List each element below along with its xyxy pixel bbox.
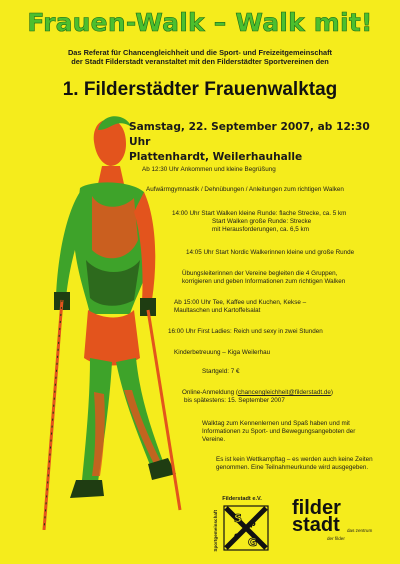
program-line: Ab 15:00 Uhr Tee, Kaffee und Kuchen, Kekse –	[174, 299, 307, 306]
program-line: mit Herausforderungen, ca. 6,5 km	[212, 226, 309, 233]
event-title: 1. Filderstädter Frauenwalktag	[62, 79, 338, 100]
program-line: Startgeld: 7 €	[202, 368, 240, 375]
registration-close: )	[330, 389, 333, 396]
spoge-logo	[212, 496, 272, 554]
intro-line-1: Das Referat für Chancengleichheit und die Sport- und Freizeitgemeinschaft	[67, 48, 333, 57]
program-line: Aufwärmgymnastik / Dehnübungen / Anleitungen zum richtigen Walken	[146, 186, 344, 193]
intro-text	[0, 48, 400, 66]
program-line: korrigieren und geben Informationen zum richtigen Walken	[182, 278, 346, 285]
program-line: genommen. Eine Teilnahmeurkunde wird ausgegeben.	[216, 464, 369, 471]
program-line: Kinderbetreuung – Kiga Weilerhau	[174, 349, 271, 356]
date-line: Samstag, 22. September 2007, ab 12:30 Uhr	[129, 121, 370, 148]
svg-text:S: S	[234, 512, 242, 525]
program-line: 14:05 Uhr Start Nordic Walkerinnen kleine und große Runde	[186, 249, 355, 256]
program-line: Start Walken große Runde: Strecke	[212, 218, 312, 225]
svg-text:e: e	[260, 540, 265, 548]
program-line: Walktag zum Kennenlernen und Spaß haben und mit	[202, 420, 350, 427]
svg-text:p: p	[250, 519, 256, 528]
program-line: Maultaschen und Kartoffelsalat	[174, 307, 261, 314]
spoge-caption: Filderstadt e.V.	[222, 496, 262, 502]
registration-label: Online-Anmeldung (	[182, 389, 239, 396]
spoge-logo-icon	[220, 504, 270, 552]
headline: Frauen-Walk – Walk mit!	[27, 8, 373, 37]
intro-line-2: der Stadt Filderstadt veranstaltet mit den Filderstädter Sportvereinen den	[71, 57, 329, 66]
event-date	[129, 120, 389, 165]
registration-email-link[interactable]: chancengleichheit@filderstadt.de	[238, 389, 331, 396]
filder-tagline-2: der filder	[327, 536, 345, 541]
program-line: Übungsleiterinnen der Vereine begleiten die 4 Gruppen,	[182, 270, 338, 277]
program-line: Ab 12:30 Uhr Ankommen und kleine Begrüßung	[142, 166, 276, 173]
filder-word: filder	[292, 497, 341, 519]
spoge-side-text: Sportgemeinschaft	[213, 510, 218, 552]
filderstadt-logo	[292, 498, 392, 548]
program-line: 16:00 Uhr First Ladies: Reich und sexy in zwei Stunden	[168, 328, 323, 335]
program-line: Es ist kein Wettkampftag – es werden auch keine Zeiten	[216, 456, 373, 463]
svg-text:o: o	[234, 531, 240, 540]
program-line: 14:00 Uhr Start Walken kleine Runde: flache Strecke, ca. 5 km	[172, 210, 347, 217]
svg-text:G: G	[248, 536, 258, 549]
program-line: Informationen zu Sport- und Bewegungsangeboten der	[202, 428, 356, 435]
registration-line	[182, 389, 333, 397]
program-line: bis spätestens: 15. September 2007	[184, 397, 285, 404]
stadt-word: stadt	[292, 514, 340, 536]
place-line: Plattenhardt, Weilerhauhalle	[129, 151, 303, 163]
program-line: Vereine.	[202, 436, 226, 443]
filder-tagline-1: das zentrum	[347, 528, 373, 533]
